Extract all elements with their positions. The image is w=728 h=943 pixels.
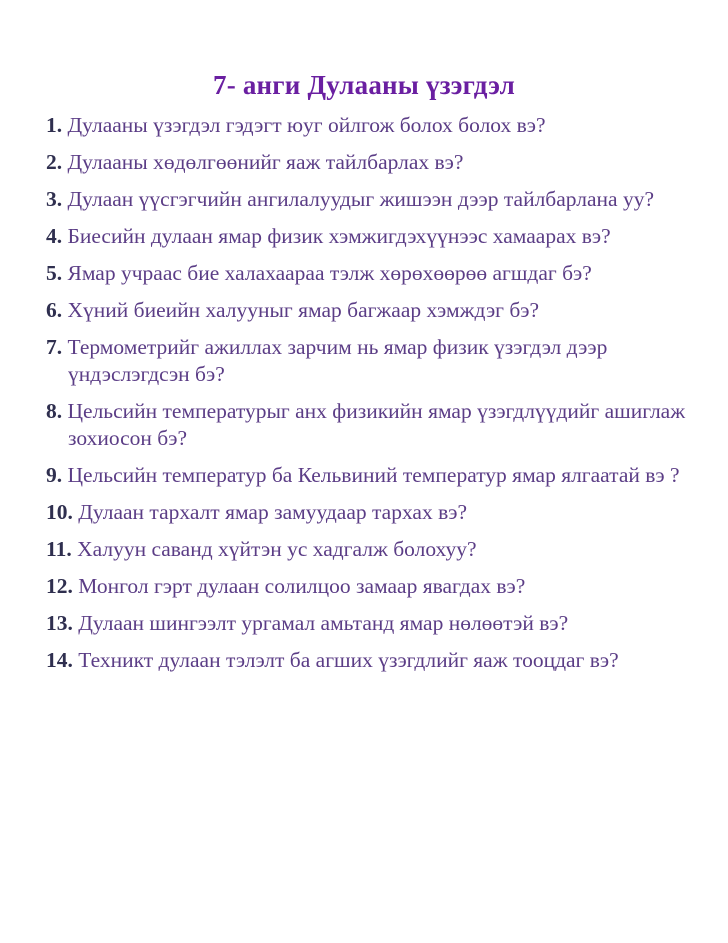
question-text: Дулааны хөдөлгөөнийг яаж тайлбарлах вэ? [67,150,464,174]
list-item [46,260,686,287]
page-title: 7- анги Дулааны үзэгдэл [213,70,515,100]
list-item [46,647,686,674]
question-text: Дулаан тархалт ямар замуудаар тархах вэ? [78,500,468,524]
question-number: 2. [46,150,63,174]
list-item [46,398,686,452]
question-text: Термометрийг ажиллах зарчим нь ямар физик үзэгдэл дээр үндэслэгдсэн бэ? [67,335,608,386]
question-text: Дулааны үзэгдэл гэдэгт юуг ойлгож болох болох вэ? [67,113,546,137]
question-text: Цельсийн температур ба Кельвиний температур ямар ялгаатай вэ ? [67,463,680,487]
question-number: 12. [46,574,73,598]
list-item [46,223,686,250]
question-number: 1. [46,113,63,137]
list-item [46,112,686,139]
question-number: 13. [46,611,73,635]
question-number: 8. [46,399,63,423]
question-number: 7. [46,335,63,359]
question-number: 11. [46,537,72,561]
question-list [46,112,686,684]
question-number: 14. [46,648,73,672]
list-item [46,573,686,600]
list-item [46,297,686,324]
question-number: 3. [46,187,63,211]
question-text: Биесийн дулаан ямар физик хэмжигдэхүүнээс хамаарах вэ? [67,224,611,248]
list-item [46,462,686,489]
question-text: Техникт дулаан тэлэлт ба агших үзэгдлийг яаж тооцдаг вэ? [78,648,619,672]
question-text: Хүний биеийн халууныг ямар багжаар хэмждэг бэ? [67,298,540,322]
question-number: 9. [46,463,63,487]
question-text: Дулаан үүсгэгчийн ангилалуудыг жишээн дээр тайлбарлана уу? [67,187,654,211]
question-text: Дулаан шингээлт ургамал амьтанд ямар нөлөөтэй вэ? [78,611,569,635]
question-number: 4. [46,224,63,248]
question-number: 10. [46,500,73,524]
question-text: Монгол гэрт дулаан солилцоо замаар явагдах вэ? [78,574,526,598]
list-item [46,334,686,388]
list-item [46,499,686,526]
question-text: Ямар учраас бие халахаараа тэлж хөрөхөөрөө агшдаг бэ? [67,261,592,285]
list-item [46,610,686,637]
question-text: Халуун саванд хүйтэн ус хадгалж болохуу? [77,537,477,561]
question-number: 6. [46,298,63,322]
list-item [46,536,686,563]
list-item [46,186,686,213]
list-item [46,149,686,176]
question-text: Цельсийн температурыг анх физикийн ямар үзэгдлүүдийг ашиглаж зохиосон бэ? [67,399,686,450]
question-number: 5. [46,261,63,285]
